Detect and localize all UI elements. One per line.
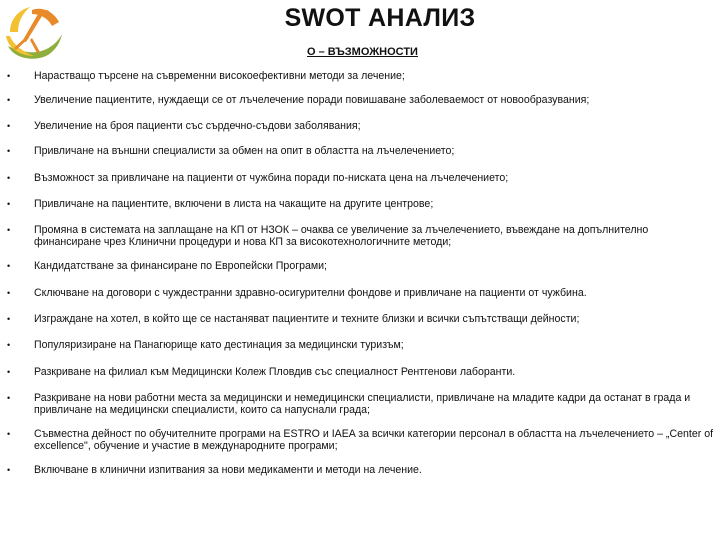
bullet-icon: • [7, 314, 11, 325]
list-item: • Сключване на договори с чуждестранни здравно-осигурителни фондове и привличане на пациенти от чужбина. [7, 286, 587, 299]
list-item: • Увеличение на броя пациенти със сърдечно-съдови заболявания; [7, 119, 361, 132]
bullet-icon: • [7, 225, 11, 236]
bullet-icon: • [7, 261, 11, 272]
list-item: • Разкриване на филиал към Медицински Колеж Пловдив със специалност Рентгенови лаборанти. [7, 365, 516, 378]
list-item: • Популяризиране на Панагюрище като дестинация за медицински туризъм; [7, 339, 404, 352]
list-item: • Разкриване на нови работни места за медицински и немедицински специалисти, привличане на младите кадри да останат в града и привличане на медицински специалисти, които са напуснали града; [7, 392, 691, 416]
bullet-icon: • [7, 429, 11, 440]
bullet-icon: • [7, 95, 11, 106]
bullet-icon: • [7, 146, 11, 157]
list-item: • Изграждане на хотел, в който ще се настаняват пациентите и техните близки и всички съпътстващи дейности; [7, 313, 580, 326]
bullet-icon: • [7, 120, 11, 131]
bullet-icon: • [7, 287, 11, 298]
bullet-icon: • [7, 366, 11, 377]
bullet-icon: • [7, 340, 11, 351]
bullet-icon: • [7, 393, 11, 404]
list-item: • Съвместна дейност по обучителните програми на ESTRO и IAEA за всички категории персонал в областта на лъчелечението – „Center of excellence", обучение и участие в международните програми; [7, 428, 714, 452]
bullet-icon: • [7, 71, 11, 81]
page-title: SWOT АНАЛИЗ [284, 4, 476, 32]
bullet-icon: • [7, 199, 11, 210]
list-item: • Привличане на пациентите, включени в листа на чакащите на другите центрове; [7, 198, 434, 211]
list-item: • Промяна в системата на заплащане на КП от НЗОК – очаква се увеличение за лъчелечението, въвеждане на допълнително финансиране чрез Клинични процедури и нова КП за високотехнологичните методи; [7, 224, 649, 248]
list-item: • Увеличение пациентите, нуждаещи се от лъчелечение поради повишаване заболеваемост от новообразувания; [7, 94, 590, 107]
list-item: • Нарастващо търсене на съвременни високоефективни методи за лечение; [7, 70, 405, 82]
list-item: • Възможност за привличане на пациенти от чужбина поради по-ниската цена на лъчелечението; [7, 171, 509, 184]
list-item: • Кандидатстване за финансиране по Европейски Програми; [7, 260, 327, 273]
bullet-icon: • [7, 172, 11, 183]
list-item: • Включване в клинични изпитвания за нови медикаменти и методи на лечение. [7, 463, 422, 476]
list-item: • Привличане на външни специалисти за обмен на опит в областта на лъчелечението; [7, 145, 455, 158]
opportunities-list [4, 64, 716, 476]
bullet-icon: • [7, 464, 11, 475]
section-subtitle: O – ВЪЗМОЖНОСТИ [307, 46, 418, 58]
